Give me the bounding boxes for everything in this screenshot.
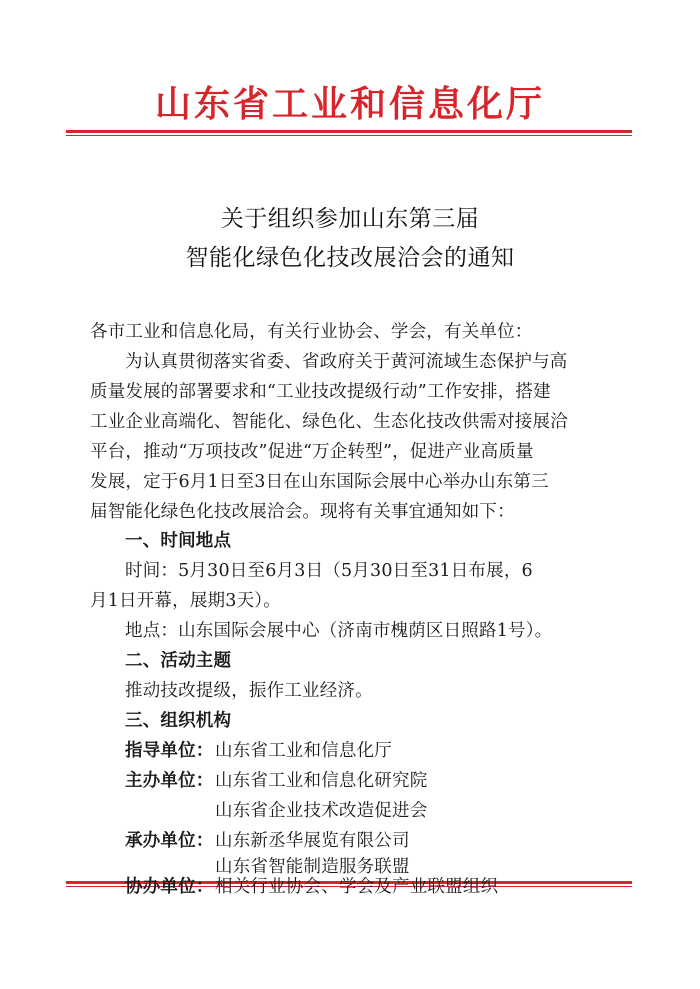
intro-line-3: 工业企业高端化、智能化、绿色化、生态化技改供需对接展洽 — [90, 412, 568, 432]
host-value-2: 山东省企业技术改造促进会 — [215, 801, 428, 821]
section3-heading: 三、组织机构 — [125, 711, 232, 731]
time-line-1: 时间：5月30日至6月3日（5月30日至31日布展，6 — [125, 561, 533, 581]
theme-line: 推动技改提级，振作工业经济。 — [125, 681, 373, 701]
document-title-line2: 智能化绿色化技改展洽会的通知 — [185, 245, 515, 271]
intro-line-4: 平台，推动“万项技改”促进“万企转型”，促进产业高质量 — [90, 442, 534, 462]
host-label: 主办单位： — [125, 771, 214, 791]
section1-heading: 一、时间地点 — [125, 531, 232, 551]
place-line: 地点：山东国际会展中心（济南市槐荫区日照路1号）。 — [125, 621, 553, 641]
time-line-2: 月1日开幕，展期3天）。 — [90, 591, 281, 611]
issuing-authority-header: 山东省工业和信息化厅 — [154, 83, 545, 125]
organizer-value-2: 山东省智能制造服务联盟 — [215, 857, 410, 877]
salutation: 各市工业和信息化局，有关行业协会、学会，有关单位： — [90, 322, 533, 342]
organizer-value-1: 山东新丞华展览有限公司 — [215, 831, 410, 851]
organizer-label: 承办单位： — [125, 831, 214, 851]
co-organizer-value: 相关行业协会、学会及产业联盟组织 — [215, 877, 499, 897]
guide-value: 山东省工业和信息化厅 — [215, 741, 392, 761]
document-title-line1: 关于组织参加山东第三届 — [220, 206, 480, 232]
intro-line-5: 发展，定于6月1日至3日在山东国际会展中心举办山东第三 — [90, 472, 549, 492]
header-rule-thick — [66, 130, 632, 133]
host-value-1: 山东省工业和信息化研究院 — [215, 771, 428, 791]
intro-line-6: 届智能化绿色化技改展洽会。现将有关事宜通知如下： — [90, 502, 515, 522]
intro-line-1: 为认真贯彻落实省委、省政府关于黄河流域生态保护与高 — [125, 352, 568, 372]
header-rule-thin — [66, 135, 632, 136]
intro-line-2: 质量发展的部署要求和“工业技改提级行动”工作安排，搭建 — [90, 382, 551, 402]
guide-label: 指导单位： — [125, 741, 214, 761]
section2-heading: 二、活动主题 — [125, 651, 232, 671]
co-organizer-label: 协办单位： — [125, 877, 214, 897]
